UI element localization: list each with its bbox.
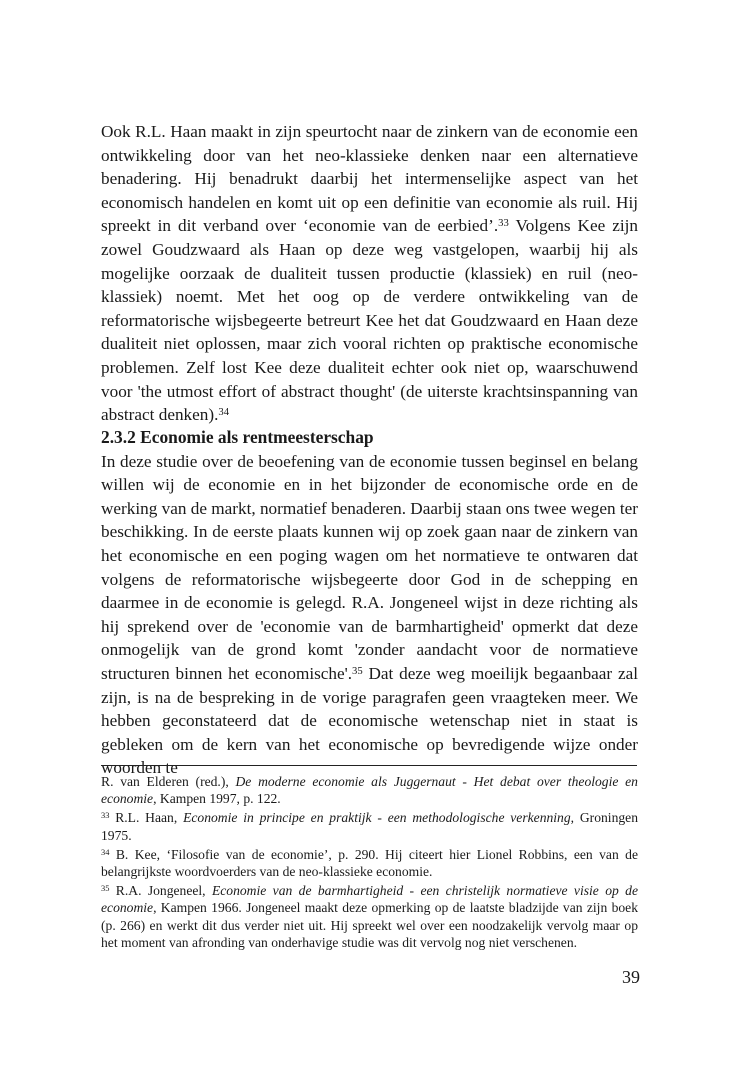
footnote-ref-34: 34 <box>218 407 230 419</box>
footnotes <box>101 773 638 953</box>
footnote-33: $^{33}$ R.L. Haan, Economie in principe en praktijk - een methodologische verkenning, Groningen 1975. <box>101 810 638 843</box>
footnote-continued: R. van Elderen (red.), De moderne economie als Juggernaut - Het debat over theologie en economie, Kampen 1997, p. 122. <box>101 774 638 807</box>
footnote-ref-33: 33 <box>498 218 509 230</box>
footnote-ref-35: 35 <box>352 666 363 678</box>
footnote-35: $^{35}$ R.A. Jongeneel, Economie van de barmhartigheid - een christelijk normatieve visie op de economie, Kampen 1966. Jongeneel maakt deze opmerking op de laatste bladzijde van zijn boek (p. 266) en werkt dit dus verder niet uit. Hij spreekt wel over een noodzakelijk vervolg maar op het moment van afronding van onderhavige studie was dit vervolg nog niet verschenen. <box>101 883 638 950</box>
paragraph-1-text-b: Volgens Kee zijn zowel Goudzwaard als Haan op deze weg vastgelopen, waarbij hij als mogelijke oorzaak de dualiteit tussen productie (klassiek) en ruil (neo-klassiek) noemt. Met het oog op de verdere ontwikkeling van de reformatorische wijsbegeerte betreurt Kee het dat Goudzwaard en Haan deze dualiteit niet oplossen, maar zich vooral richten op praktische economische problemen. Zelf lost Kee deze dualiteit echter ook niet op, waarschuwend voor 'the utmost effort of abstract thought' (de uiterste krachtsinspanning van abstract denken). <box>101 216 638 425</box>
paragraph-1-text-a: Ook R.L. Haan maakt in zijn speurtocht naar de zinkern van de economie een ontwikkeling door van het neo-klassieke denken naar een alternatieve benadering. Hij benadrukt daarbij het intermenselijke aspect van het economisch handelen en komt uit op een definitie van economie als ruil. Hij spreekt in dit verband over ‘economie van de eerbied’. <box>101 122 638 236</box>
section-heading: 2.3.2 Economie als rentmeesterschap <box>101 427 374 447</box>
footnote-34: $^{34}$ B. Kee, ‘Filosofie van de economie’, p. 290. Hij citeert hier Lionel Robbins, een van de belangrijkste woordvoerders van de neo-klassieke economie. <box>101 846 638 880</box>
section-text-b: Dat deze weg moeilijk begaanbaar zal zijn, is na de bespreking in de vorige paragrafen geen vraagteken meer. We hebben geconstateerd dat de economische wetenschap niet in staat is gebleken om de kern van het economische op bevredigende wijze onder woorden te <box>101 663 638 778</box>
section-2-3-2 <box>101 426 638 780</box>
page-number: 39 <box>622 967 640 987</box>
section-text-a: In deze studie over de beoefening van de economie tussen beginsel en belang willen wij de economie en in het bijzonder de economische orde en de werking van de markt, normatief benaderen. Daarbij staan ons twee wegen ter beschikking. In de eerste plaats kunnen wij op zoek gaan naar de zinkern van het economische en een poging wagen om het normatieve te ontwaren dat volgens de reformatorische wijsbegeerte door God in de schepping en daarmee in de economie is gelegd. R.A. Jongeneel wijst in deze richting als hij sprekend over de 'economie van de barmhartigheid' opmerkt dat deze onmogelijk van de grond komt 'zonder aandacht voor de normatieve structuren binnen het economische'. <box>101 451 638 683</box>
footnote-divider <box>101 765 637 766</box>
body-paragraph-1 <box>101 120 638 427</box>
